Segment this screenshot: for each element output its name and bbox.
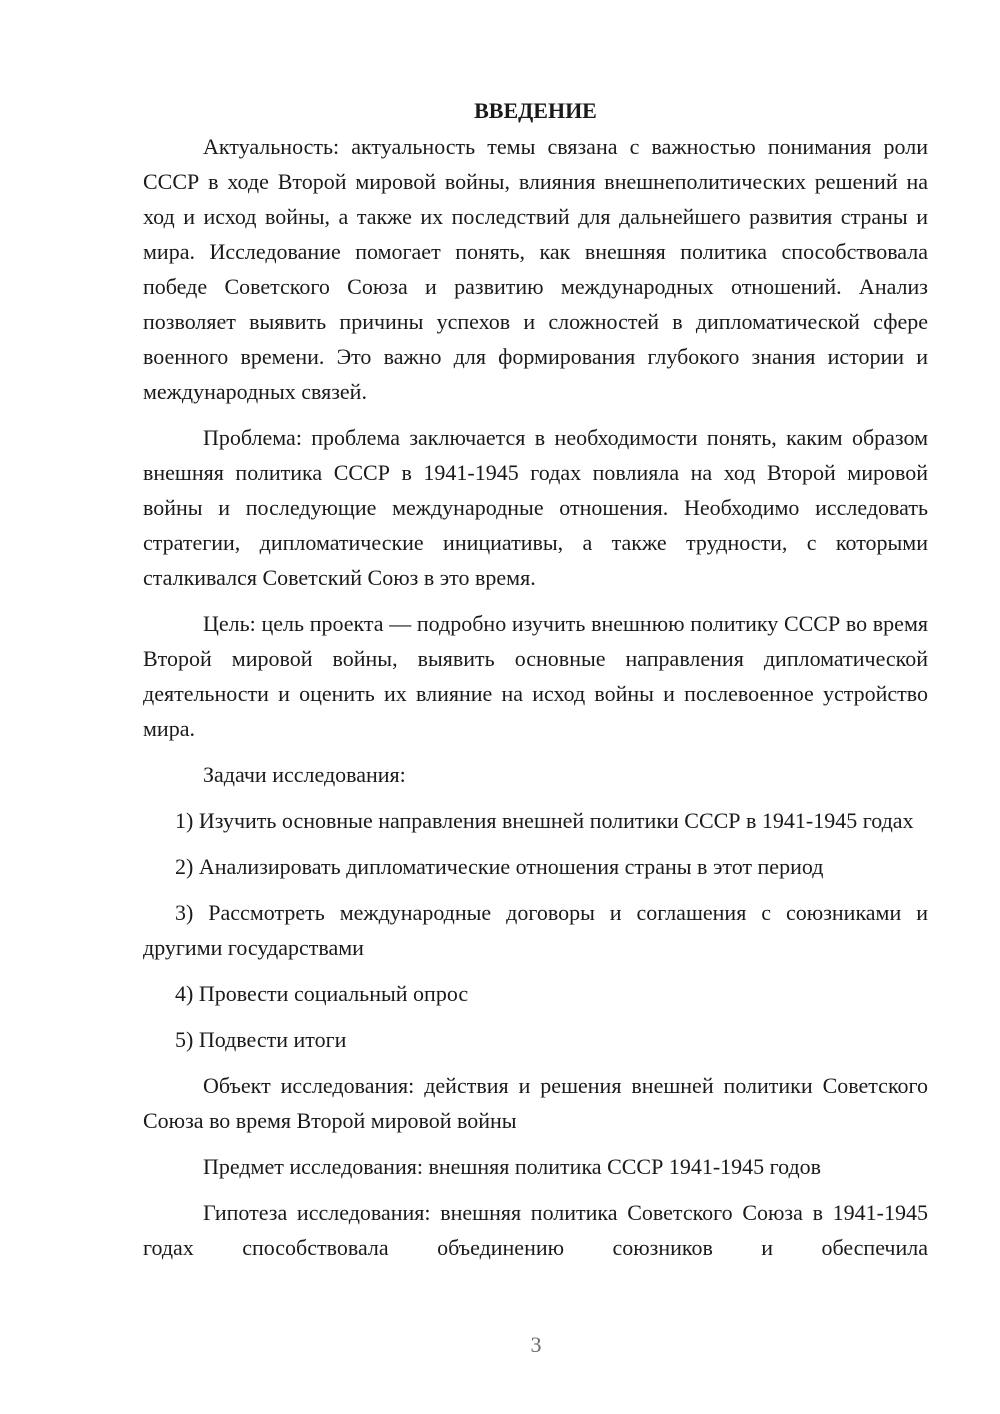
task-item-1: 1) Изучить основные направления внешней политики СССР в 1941-1945 годах: [175, 808, 914, 833]
paragraph-goal: Цель: цель проекта — подробно изучить внешнюю политику СССР во время Второй мировой войны, выявить основные направления дипломатической деятельности и оценить их влияние на исход войны и послевоенное устройство мира.: [143, 611, 928, 741]
paragraph-problem: Проблема: проблема заключается в необходимости понять, каким образом внешняя политика СССР в 1941-1945 годах повлияла на ход Второй мировой войны и последующие международные отношения. Необходимо исследовать стратегии, дипломатические инициативы, а также трудности, с которыми сталкивался Советский Союз в это время.: [143, 425, 928, 590]
task-item-4: 4) Провести социальный опрос: [175, 981, 469, 1006]
paragraph-relevance: Актуальность: актуальность темы связана с важностью понимания роли СССР в ходе Второй мировой войны, влияния внешнеполитических решений на ход и исход войны, а также их последствий для дальнейшего развития страны и мира. Исследование помогает понять, как внешняя политика способствовала победе Советского Союза и развитию международных отношений. Анализ позволяет выявить причины успехов и сложностей в дипломатической сфере военного времени. Это важно для формирования глубокого знания истории и международных связей.: [143, 134, 928, 404]
task-item-3: 3) Рассмотреть международные договоры и соглашения с союзниками и другими государствами: [143, 900, 928, 960]
paragraph-subject: Предмет исследования: внешняя политика СССР 1941-1945 годов: [203, 1154, 822, 1179]
task-item-2: 2) Анализировать дипломатические отношения страны в этот период: [175, 854, 824, 879]
page-number: 3: [530, 1332, 542, 1357]
paragraph-object: Объект исследования: действия и решения внешней политики Советского Союза во время Второй мировой войны: [143, 1073, 928, 1133]
tasks-heading: Задачи исследования:: [203, 762, 406, 787]
task-item-5: 5) Подвести итоги: [175, 1027, 347, 1052]
paragraph-hypothesis: Гипотеза исследования: внешняя политика Советского Союза в 1941-1945 годах способствовала объединению союзников и обеспечила: [143, 1200, 928, 1260]
document-body: [143, 93, 928, 1276]
page-title: ВВЕДЕНИЕ: [474, 98, 597, 123]
